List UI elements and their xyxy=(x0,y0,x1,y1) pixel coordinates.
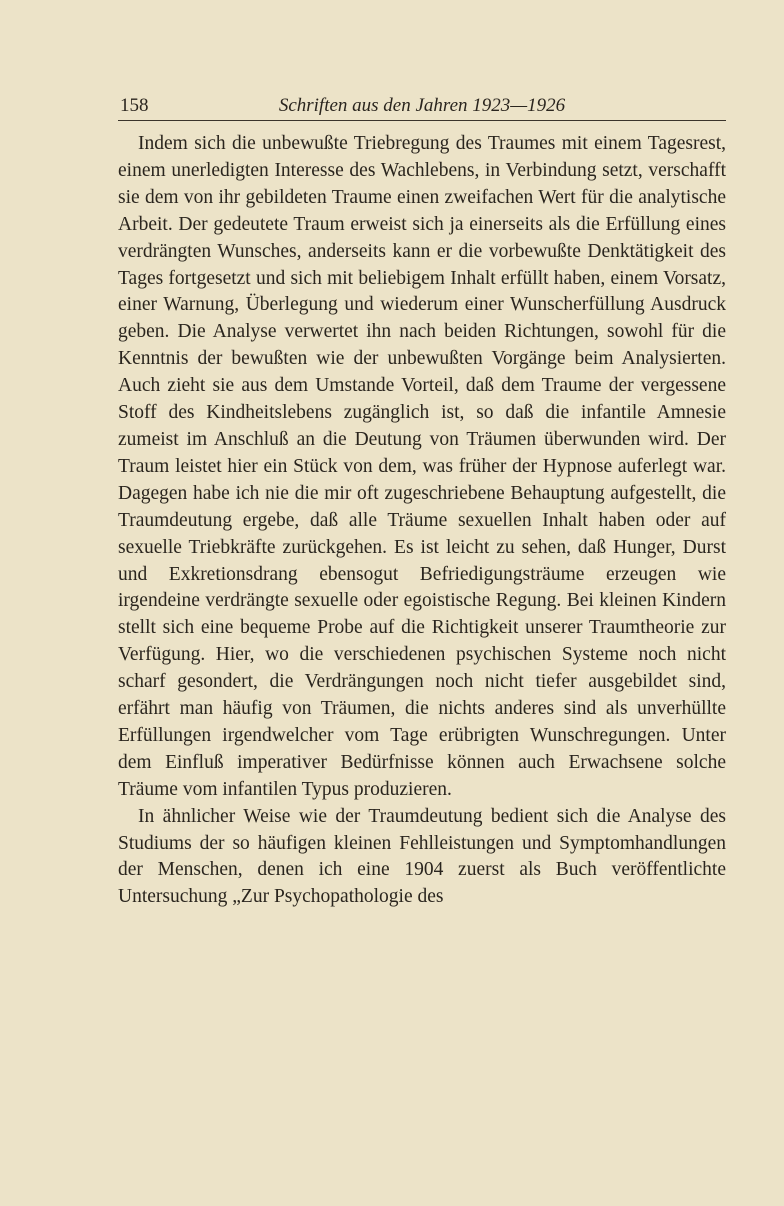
paragraph-1: Indem sich die unbewußte Triebregung des Traumes mit einem Tagesrest, einem unerledigten Interesse des Wachlebens, in Verbindung setzt, verschafft sie dem von ihr gebildeten Traume einen zweifachen Wert für die analytische Arbeit. Der gedeutete Traum erweist sich ja einerseits als die Erfüllung eines verdrängten Wunsches, anderseits kann er die vorbewußte Denktätigkeit des Tages fortgesetzt und sich mit beliebigem Inhalt erfüllt haben, einem Vorsatz, einer Warnung, Überlegung und wiederum einer Wunscherfüllung Ausdruck geben. Die Analyse verwertet ihn nach beiden Richtungen, sowohl für die Kenntnis der bewußten wie der unbewußten Vorgänge beim Analysierten. Auch zieht sie aus dem Umstande Vorteil, daß dem Traume der vergessene Stoff des Kindheitslebens zugänglich ist, so daß die infantile Amnesie zumeist im Anschluß an die Deutung von Träumen überwunden wird. Der Traum leistet hier ein Stück von dem, was früher der Hypnose auferlegt war. Dagegen habe ich nie die mir oft zugeschriebene Behauptung aufgestellt, die Traumdeutung ergebe, daß alle Träume sexuellen Inhalt haben oder auf sexuelle Triebkräfte zurückgehen. Es ist leicht zu sehen, daß Hunger, Durst und Exkretionsdrang ebensogut Befriedigungsträume erzeugen wie irgendeine verdrängte sexuelle oder egoistische Regung. Bei kleinen Kindern stellt sich eine bequeme Probe auf die Richtigkeit unserer Traumtheorie zur Verfügung. Hier, wo die verschiedenen psychischen Systeme noch nicht scharf gesondert, die Verdrängungen noch nicht tiefer ausgebildet sind, erfährt man häufig von Träumen, die nichts anderes sind als unverhüllte Erfüllungen irgendwelcher vom Tage erübrigten Wunschregungen. Unter dem Einfluß imperativer Bedürfnisse können auch Erwachsene solche Träume vom infantilen Typus produzieren. xyxy=(118,133,726,800)
running-title: Schriften aus den Jahren 1923—1926 xyxy=(278,95,566,116)
header-rule xyxy=(118,120,726,121)
body-text xyxy=(118,131,726,911)
page-number: 158 xyxy=(120,95,149,116)
running-head xyxy=(118,94,726,120)
paragraph-2: In ähnlicher Weise wie der Traumdeutung bedient sich die Analyse des Studiums der so häufigen kleinen Fehlleistungen und Symptomhandlungen der Menschen, denen ich eine 1904 zuerst als Buch veröffentlichte Untersuchung „Zur Psychopathologie des xyxy=(118,805,726,908)
